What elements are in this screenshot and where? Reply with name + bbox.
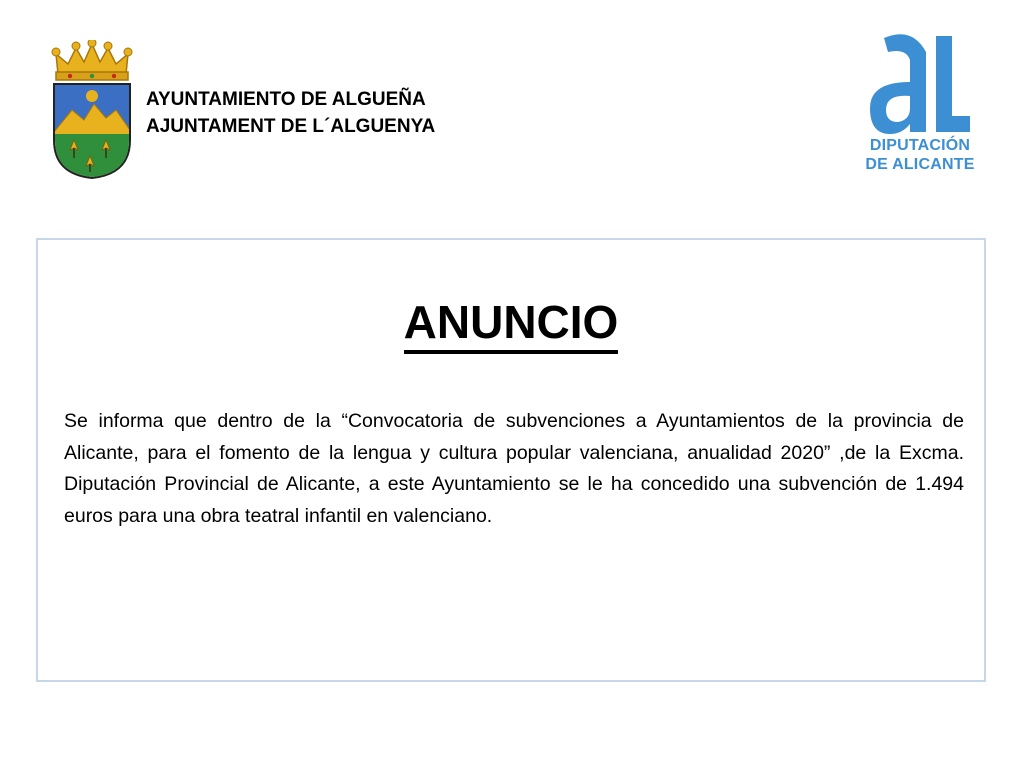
municipal-coat-of-arms-icon [46, 40, 138, 180]
organization-names [146, 86, 435, 140]
organization-name-spanish: AYUNTAMIENTO DE ALGUEÑA [146, 89, 426, 110]
crown-icon [52, 40, 132, 80]
diputacion-a-logo-icon [866, 32, 972, 136]
organization-name-valencian: AJUNTAMENT DE L´ALGUENYA [146, 116, 436, 137]
diputacion-logo-text [858, 136, 982, 174]
diputacion-logo-line1: DIPUTACIÓN [869, 137, 971, 154]
notice-title [38, 294, 984, 354]
notice-body: Se informa que dentro de la “Convocatoria de subvenciones a Ayuntamientos de la provincia de Alicante, para el fomento de la lengua y cultura popular valenciana, anualidad 2020” ,de la Excma. Diputación Provincial de Alicante, a este Ayuntamiento se le ha concedido una subvención de 1.494 euros para una obra teatral infantil en valenciano. [64, 410, 964, 527]
diputacion-alicante-logo [858, 32, 982, 180]
notice-box [36, 238, 986, 682]
diputacion-logo-line2: DE ALICANTE [865, 156, 975, 173]
notice-title-text: ANUNCIO [404, 296, 619, 354]
